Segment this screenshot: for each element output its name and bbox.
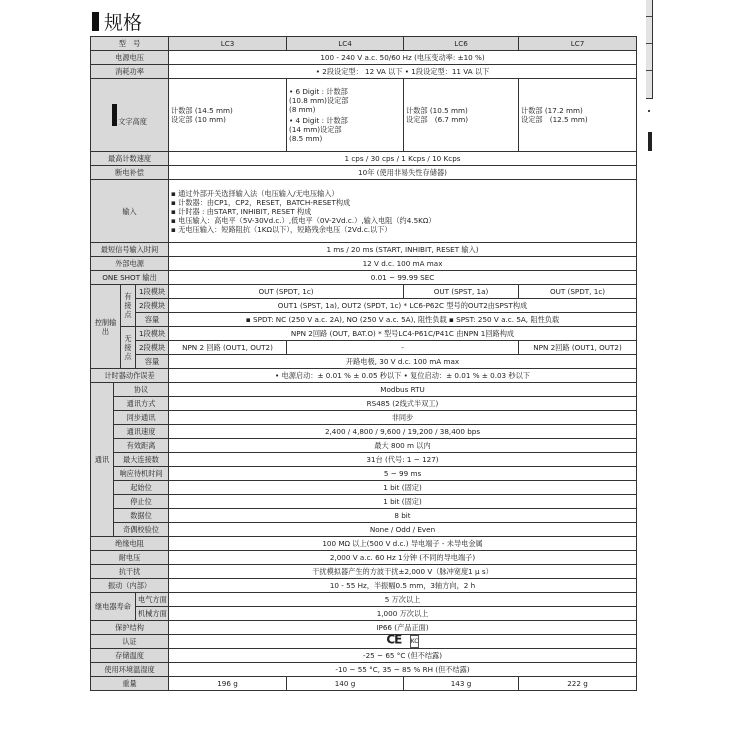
table-row — [91, 663, 637, 677]
table-row — [91, 51, 637, 65]
list-item: ▪ 电压输入：高电平（5V-30Vd.c.）,低电平（0V-2Vd.c.）,输入电阻（约4.5KΩ） — [171, 215, 436, 225]
row-label: 消耗功率 — [91, 65, 169, 79]
line: 计数部 (14.5 mm) — [171, 106, 233, 115]
row-label: 计时器动作误差 — [91, 369, 169, 383]
weight-lc6: 143 g — [404, 677, 519, 691]
page-title — [92, 8, 142, 35]
list-item: ▪ 无电压输入：短路阻抗（1KΩ以下），短路残余电压（2Vd.c.以下） — [171, 224, 392, 234]
lc7-char-height — [519, 79, 637, 152]
line: (10.8 mm)设定部 — [289, 96, 349, 105]
row-value: OUT (SPDT, 1c) — [519, 285, 637, 299]
line: 设定部 (10 mm) — [171, 115, 226, 124]
table-row — [91, 635, 637, 649]
row-label: 电源电压 — [91, 51, 169, 65]
list-item: ▪ 计时器 : 由START, INHIBIT, RESET 构成 — [171, 206, 312, 216]
kc-mark-icon: KC — [410, 635, 419, 648]
table-row — [91, 271, 637, 285]
title-text: 规格 — [104, 12, 143, 34]
row-value: None / Odd / Even — [169, 523, 637, 537]
row-value: 1,000 万次以上 — [169, 607, 637, 621]
table-row — [91, 523, 637, 537]
header-label: 型 号 — [91, 37, 169, 51]
model-lc3: LC3 — [169, 37, 287, 51]
row-value: 2,400 / 4,800 / 9,600 / 19,200 / 38,400 bps — [169, 425, 637, 439]
table-row — [91, 166, 637, 180]
row-label: 机械方面 — [136, 607, 169, 621]
row-label: 抗干扰 — [91, 565, 169, 579]
table-row — [91, 453, 637, 467]
row-label: 使用环境温湿度 — [91, 663, 169, 677]
row-label: 振动（内部） — [91, 579, 169, 593]
row-value: NPN 2 回路 (OUT1, OUT2) — [169, 341, 287, 355]
lc6-char-height — [404, 79, 519, 152]
row-value: 1 bit (固定) — [169, 495, 637, 509]
table-row — [91, 621, 637, 635]
table-row — [91, 551, 637, 565]
row-value: IP66 (产品正面) — [169, 621, 637, 635]
row-value: RS485 (2线式半双工) — [169, 397, 637, 411]
line: 设定部 (12.5 mm) — [521, 115, 588, 124]
lc3-char-height — [169, 79, 287, 152]
row-label: 2段模块 — [136, 299, 169, 313]
row-label: 通讯速度 — [114, 425, 169, 439]
row-value: 2,000 V a.c. 60 Hz 1分钟 (不同的导电端子) — [169, 551, 637, 565]
table-row — [91, 285, 637, 299]
row-value: 10 - 55 Hz，半振幅0.5 mm，3轴方向，2 h — [169, 579, 637, 593]
row-value: 1 ms / 20 ms (START, INHIBIT, RESET 输入) — [169, 243, 637, 257]
row-label: 保护结构 — [91, 621, 169, 635]
table-row — [91, 257, 637, 271]
header-row — [91, 37, 637, 51]
comm-label: 通讯 — [91, 383, 114, 537]
table-row — [91, 467, 637, 481]
row-value: 开路电极, 30 V d.c. 100 mA max — [169, 355, 637, 369]
ce-mark-icon: CE — [386, 634, 402, 647]
input-list — [169, 180, 637, 243]
row-label: 外部电源 — [91, 257, 169, 271]
table-row — [91, 327, 637, 341]
table-row — [91, 677, 637, 691]
row-value: NPN 2回路 (OUT, BAT.O) * 型号LC4-P61C/P41C 由NPN 1回路构成 — [169, 327, 637, 341]
row-value: Modbus RTU — [169, 383, 637, 397]
row-label: 2段模块 — [136, 341, 169, 355]
row-value: 5 ~ 99 ms — [169, 467, 637, 481]
line: • 6 Digit : 计数部 — [289, 87, 348, 96]
line: 计数部 (10.5 mm) — [406, 106, 468, 115]
row-label: 断电补偿 — [91, 166, 169, 180]
line: 计数部 (17.2 mm) — [521, 106, 583, 115]
row-label: 数据位 — [114, 509, 169, 523]
row-label: 停止位 — [114, 495, 169, 509]
row-value: 1 bit (固定) — [169, 481, 637, 495]
row-label: 重量 — [91, 677, 169, 691]
side-dot-icon — [648, 110, 650, 112]
table-row — [91, 593, 637, 607]
row-value: OUT1 (SPST, 1a), OUT2 (SPDT, 1c) * LC6-P62C 型号的OUT2由SPST构成 — [169, 299, 637, 313]
row-value: 非同步 — [169, 411, 637, 425]
row-label: 输入 — [91, 180, 169, 243]
row-label: ONE SHOT 输出 — [91, 271, 169, 285]
row-label: 耐电压 — [91, 551, 169, 565]
table-row — [91, 495, 637, 509]
row-label: 有效距离 — [114, 439, 169, 453]
row-value: -25 ~ 65 °C (但不结露) — [169, 649, 637, 663]
row-value: • 电源启动：± 0.01 % ± 0.05 秒以下 • 复位启动：± 0.01 % ± 0.03 秒以下 — [169, 369, 637, 383]
row-value: 8 bit — [169, 509, 637, 523]
line: (14 mm)设定部 — [289, 125, 342, 134]
row-value: 12 V d.c. 100 mA max — [169, 257, 637, 271]
table-row — [91, 299, 637, 313]
row-label: 认证 — [91, 635, 169, 649]
title-bar-icon — [92, 12, 99, 31]
row-label: 最大连接数 — [114, 453, 169, 467]
row-label: 1段模块 — [136, 285, 169, 299]
row-label: 容量 — [136, 313, 169, 327]
row-label: 容量 — [136, 355, 169, 369]
table-row — [91, 180, 637, 243]
model-lc6: LC6 — [404, 37, 519, 51]
row-label: 奇偶校验位 — [114, 523, 169, 537]
table-row — [91, 579, 637, 593]
row-label: 起始位 — [114, 481, 169, 495]
table-row — [91, 509, 637, 523]
row-value: 10年 (使用非易失性存储器) — [169, 166, 637, 180]
row-value: 最大 800 m 以内 — [169, 439, 637, 453]
row-value: NPN 2回路 (OUT1, OUT2) — [519, 341, 637, 355]
table-row — [91, 481, 637, 495]
side-block-icon — [648, 132, 652, 151]
table-row — [91, 341, 637, 355]
certification-marks — [169, 635, 637, 649]
table-row — [91, 649, 637, 663]
weight-lc4: 140 g — [287, 677, 404, 691]
table-row — [91, 152, 637, 166]
line: 设定部 (6.7 mm) — [406, 115, 469, 124]
row-label: 存储温度 — [91, 649, 169, 663]
row-label: 最高计数速度 — [91, 152, 169, 166]
row-value: - — [287, 341, 519, 355]
row-label-text: 文字高度 — [118, 117, 147, 126]
spec-table — [90, 36, 637, 691]
table-row — [91, 65, 637, 79]
table-row — [91, 565, 637, 579]
row-value: OUT (SPST, 1a) — [404, 285, 519, 299]
line: (8.5 mm) — [289, 134, 323, 143]
table-row — [91, 439, 637, 453]
control-output-label: 控制输出 — [91, 285, 121, 369]
row-value: OUT (SPDT, 1c) — [169, 285, 404, 299]
row-label: 通讯方式 — [114, 397, 169, 411]
list-item: ▪ 计数器：由CP1，CP2，RESET，BATCH-RESET构成 — [171, 197, 351, 207]
table-row — [91, 313, 637, 327]
table-row — [91, 425, 637, 439]
table-row — [91, 355, 637, 369]
solid-label: 无接点 — [121, 327, 136, 369]
table-row — [91, 79, 637, 152]
weight-lc3: 196 g — [169, 677, 287, 691]
lc4-char-height — [287, 79, 404, 152]
contact-label: 有接点 — [121, 285, 136, 327]
relay-life-label: 继电器寿命 — [91, 593, 136, 621]
model-lc7: LC7 — [519, 37, 637, 51]
row-value: -10 ~ 55 °C, 35 ~ 85 % RH (但不结露) — [169, 663, 637, 677]
row-value: 0.01 ~ 99.99 SEC — [169, 271, 637, 285]
row-label — [91, 79, 169, 152]
side-tab-strip — [646, 0, 653, 99]
row-value: 5 万次以上 — [169, 593, 637, 607]
model-lc4: LC4 — [287, 37, 404, 51]
table-row — [91, 243, 637, 257]
row-label: 1段模块 — [136, 327, 169, 341]
table-row — [91, 369, 637, 383]
list-item: ▪ 通过外部开关选择输入法（电压输入/无电压输入） — [171, 188, 339, 198]
row-value: 100 - 240 V a.c. 50/60 Hz (电压变动率: ±10 %) — [169, 51, 637, 65]
table-row — [91, 397, 637, 411]
row-label: 最短信号输入时间 — [91, 243, 169, 257]
row-label: 协议 — [114, 383, 169, 397]
row-label: 绝缘电阻 — [91, 537, 169, 551]
line: (8 mm) — [289, 105, 316, 114]
row-label: 同步通讯 — [114, 411, 169, 425]
weight-lc7: 222 g — [519, 677, 637, 691]
table-row — [91, 383, 637, 397]
line: • 4 Digit : 计数部 — [289, 116, 348, 125]
char-height-bar-icon — [112, 104, 117, 126]
row-value: 干扰模拟器产生的方波干扰±2,000 V（脉冲宽度1 μ s） — [169, 565, 637, 579]
row-label: 响应待机时间 — [114, 467, 169, 481]
row-value: 100 MΩ 以上(500 V d.c.) 导电端子 - 未导电金属 — [169, 537, 637, 551]
row-label: 电气方面 — [136, 593, 169, 607]
row-value: 1 cps / 30 cps / 1 Kcps / 10 Kcps — [169, 152, 637, 166]
table-row — [91, 537, 637, 551]
row-value: ▪ SPDT: NC (250 V a.c. 2A), NO (250 V a.c. 5A), 阻性负载 ▪ SPST: 250 V a.c. 5A, 阻性负载 — [169, 313, 637, 327]
table-row — [91, 411, 637, 425]
row-value: • 2段设定型： 12 VA 以下 • 1段设定型：11 VA 以下 — [169, 65, 637, 79]
row-value: 31台 (代号: 1 ~ 127) — [169, 453, 637, 467]
table-row — [91, 607, 637, 621]
